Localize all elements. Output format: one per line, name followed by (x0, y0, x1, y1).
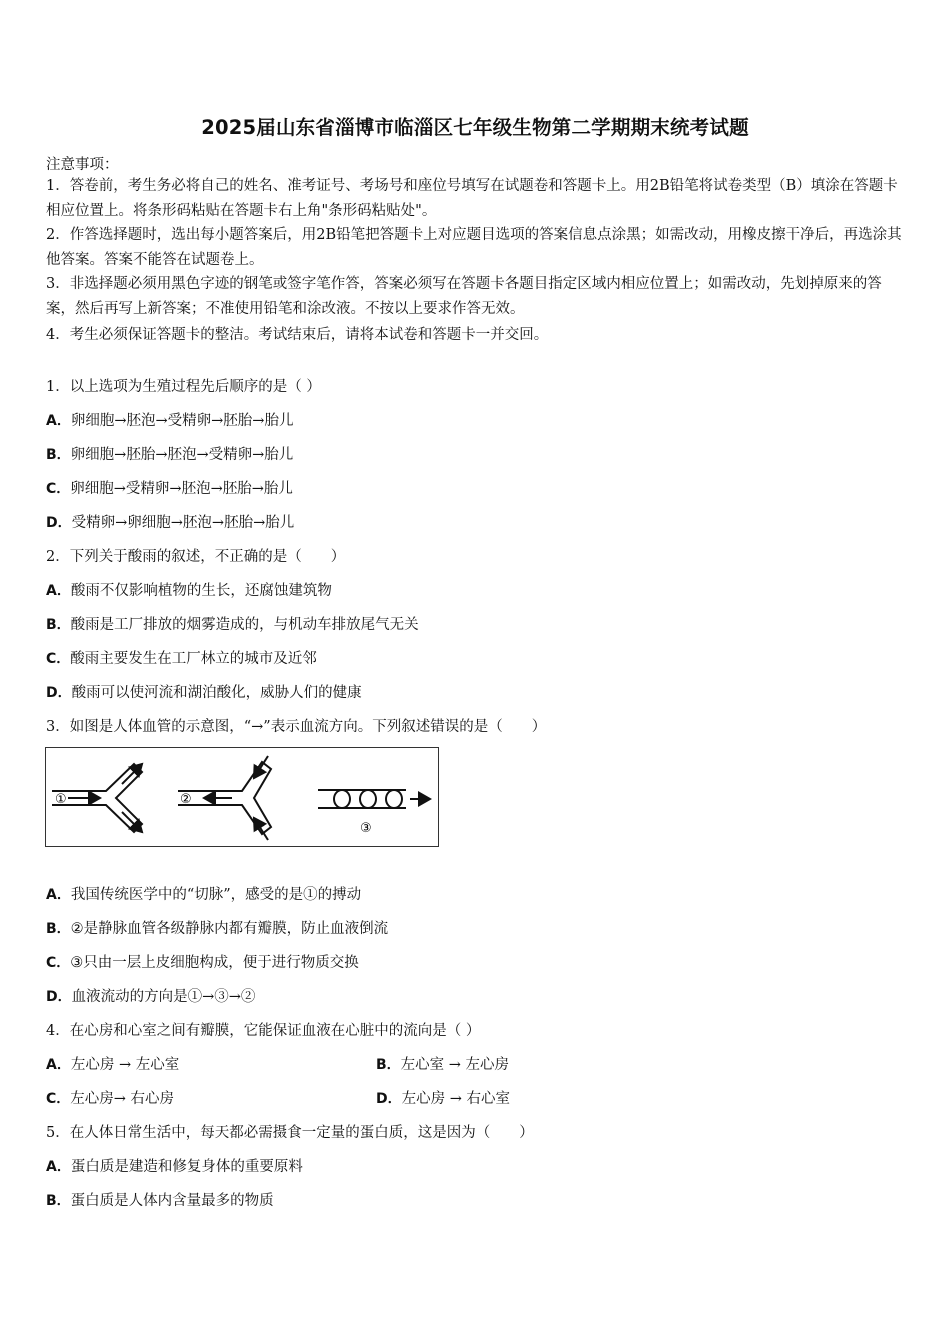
option-letter: D． (46, 989, 72, 1005)
option-letter: C． (46, 955, 71, 971)
option-letter: B． (46, 447, 71, 463)
option-letter: A． (46, 887, 71, 903)
option-text: 我国传统医学中的“切脉”，感受的是①的搏动 (70, 887, 362, 903)
option-letter: B． (46, 1193, 71, 1209)
option-letter: A． (46, 413, 71, 429)
option-text: 左心房 → 右心室 (401, 1091, 510, 1107)
question-4-option-c (46, 1087, 174, 1108)
option-text: 酸雨主要发生在工厂林立的城市及近邻 (70, 651, 317, 667)
page-title: 2025届山东省淄博市临淄区七年级生物第二学期期末统考试题 (201, 116, 749, 139)
vein-vessel (178, 756, 271, 840)
question-2-option-d (46, 681, 362, 702)
option-text: 受精卵→卵细胞→胚泡→胚胎→胎儿 (71, 515, 295, 531)
notice-item: 3．非选择题必须用黑色字迹的钢笔或签字笔作答，答案必须写在答题卡各题目指定区域内相应位置上；如需改动，先划掉原来的答案，然后再写上新答案；不准使用铅笔和涂改液。不按以上要求作答无效。 (46, 276, 882, 317)
notice-item: 2．作答选择题时，选出每小题答案后，用2B铅笔把答题卡上对应题目选项的答案信息点涂黑；如需改动，用橡皮擦干净后，再选涂其他答案。答案不能答在试题卷上。 (46, 227, 902, 268)
option-text: 左心房 → 左心室 (70, 1057, 180, 1073)
question-4-option-d (376, 1087, 510, 1108)
question-1-option-c (46, 477, 293, 498)
option-letter: D． (46, 685, 72, 701)
option-letter: B． (376, 1057, 401, 1073)
blood-cell (386, 790, 402, 808)
question-2-stem: 2．下列关于酸雨的叙述，不正确的是（ ） (46, 549, 346, 565)
label-1: ① (55, 792, 67, 807)
question-2-option-b (46, 613, 419, 634)
question-3-option-a (46, 883, 361, 904)
question-2-option-a (46, 579, 332, 600)
notice-heading: 注意事项： (46, 157, 119, 173)
option-text: 卵细胞→胚泡→受精卵→胚胎→胎儿 (70, 413, 294, 429)
option-text: 左心室 → 左心房 (400, 1057, 510, 1073)
option-letter: C． (46, 1091, 71, 1107)
option-letter: B． (46, 921, 71, 937)
capillary-vessel (318, 790, 430, 808)
option-text: 卵细胞→受精卵→胚泡→胚胎→胎儿 (70, 481, 293, 497)
question-3-option-c (46, 951, 359, 972)
question-4-option-a (46, 1053, 179, 1074)
question-4-option-b (376, 1053, 509, 1074)
option-text: 酸雨可以使河流和湖泊酸化，威胁人们的健康 (71, 685, 362, 701)
option-letter: A． (46, 1057, 71, 1073)
option-text: 左心房→ 右心房 (70, 1091, 175, 1107)
question-3-option-b (46, 917, 388, 938)
option-letter: A． (46, 1159, 71, 1175)
option-text: 卵细胞→胚胎→胚泡→受精卵→胎儿 (70, 447, 294, 463)
option-letter: D． (46, 515, 72, 531)
notice-item: 4．考生必须保证答题卡的整洁。考试结束后，请将本试卷和答题卡一并交回。 (46, 327, 549, 343)
question-1-option-d (46, 511, 294, 532)
blood-cell (334, 790, 350, 808)
question-3-stem: 3．如图是人体血管的示意图，“→”表示血流方向。下列叙述错误的是（ ） (46, 719, 547, 735)
option-text: 蛋白质是人体内含量最多的物质 (70, 1193, 274, 1209)
option-letter: D． (376, 1091, 402, 1107)
option-letter: B． (46, 617, 71, 633)
option-text: 蛋白质是建造和修复身体的重要原料 (70, 1159, 303, 1175)
question-2-option-c (46, 647, 317, 668)
option-letter: C． (46, 651, 71, 667)
option-letter: C． (46, 481, 71, 497)
label-3: ③ (360, 821, 372, 836)
option-text: 酸雨是工厂排放的烟雾造成的，与机动车排放尾气无关 (70, 617, 419, 633)
option-letter: A． (46, 583, 71, 599)
blood-vessel-figure (45, 747, 439, 847)
question-1-option-b (46, 443, 293, 464)
notice-item: 1．答卷前，考生务必将自己的姓名、准考证号、考场号和座位号填写在试题卷和答题卡上。用2B铅笔将试卷类型（B）填涂在答题卡相应位置上。将条形码粘贴在答题卡右上角"条形码粘贴处"。 (46, 178, 898, 219)
option-text: 酸雨不仅影响植物的生长，还腐蚀建筑物 (70, 583, 332, 599)
blood-cell (360, 790, 376, 808)
question-4-stem: 4．在心房和心室之间有瓣膜，它能保证血液在心脏中的流向是（ ） (46, 1023, 481, 1039)
label-2: ② (180, 792, 192, 807)
question-3-option-d (46, 985, 255, 1006)
option-text: ②是静脉血管各级静脉内都有瓣膜，防止血液倒流 (70, 921, 389, 937)
question-5-option-b (46, 1189, 274, 1210)
option-text: ③只由一层上皮细胞构成，便于进行物质交换 (70, 955, 359, 971)
question-5-stem: 5．在人体日常生活中，每天都必需摄食一定量的蛋白质，这是因为（ ） (46, 1125, 534, 1141)
question-1-stem: 1．以上选项为生殖过程先后顺序的是（ ） (46, 379, 321, 395)
option-text: 血液流动的方向是①→③→② (71, 989, 256, 1005)
question-1-option-a (46, 409, 293, 430)
question-5-option-a (46, 1155, 303, 1176)
blood-vessel-diagram (46, 748, 440, 848)
